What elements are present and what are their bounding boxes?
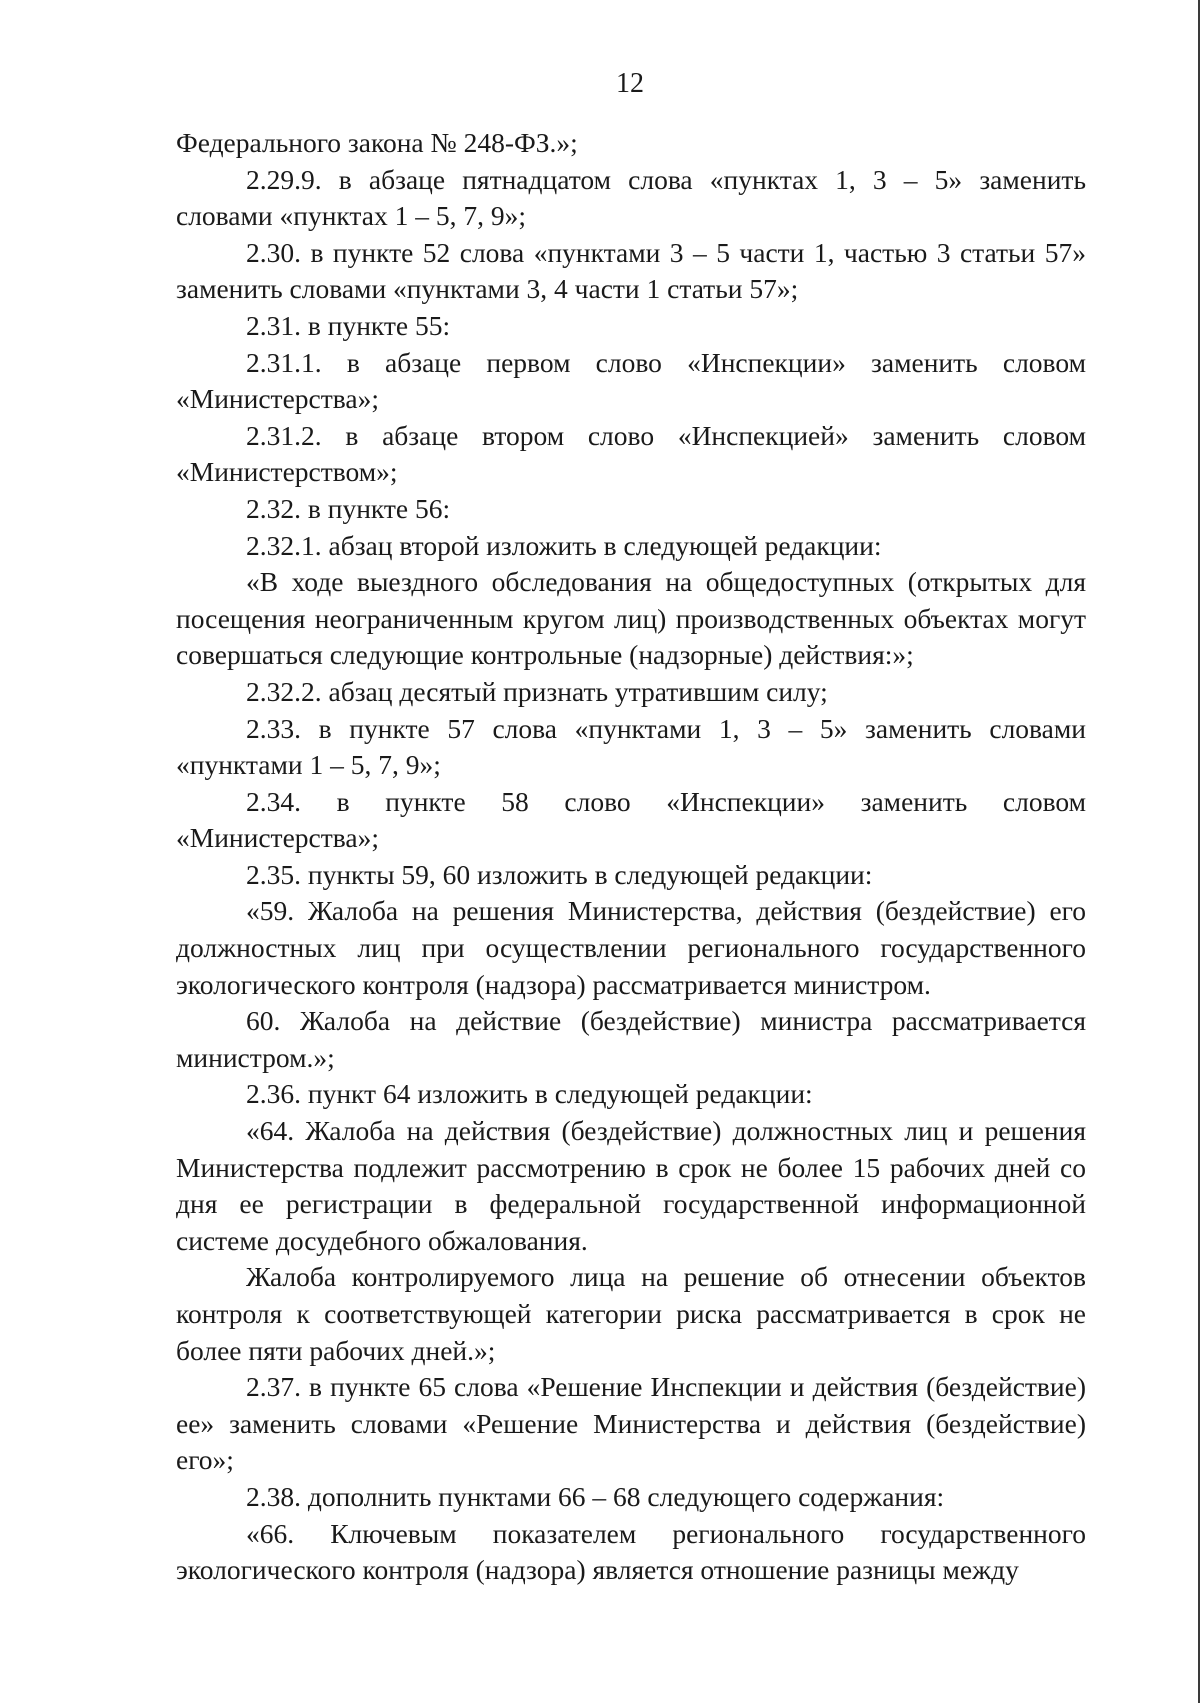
paragraph: Федерального закона № 248-ФЗ.»; — [176, 127, 578, 158]
paragraph: «В ходе выездного обследования на общедоступных (открытых для посещения неограниченным кругом лиц) производственных объектах могут совершаться следующие контрольные (надзорные) действия:»; — [176, 566, 1086, 671]
paragraph: 2.31.2. в абзаце втором слово «Инспекцией» заменить словом «Министерством»; — [176, 419, 1086, 488]
paragraph: 2.30. в пункте 52 слова «пунктами 3 – 5 части 1, частью 3 статьи 57» заменить словами «пунктами 3, 4 части 1 статьи 57»; — [176, 236, 1086, 305]
paragraph: 2.32. в пункте 56: — [246, 492, 451, 524]
document-body — [176, 125, 1086, 1589]
paragraph: «64. Жалоба на действия (бездействие) должностных лиц и решения Министерства подлежит рассмотрению в срок не более 15 рабочих дней со дня ее регистрации в федеральной государственной информационной системе досудебного обжалования. — [176, 1115, 1086, 1256]
paragraph: 2.33. в пункте 57 слова «пунктами 1, 3 – 5» заменить словами «пунктами 1 – 5, 7, 9»; — [176, 712, 1086, 781]
paragraph: Жалоба контролируемого лица на решение об отнесении объектов контроля к соответствующей категории риска рассматривается в срок не более пяти рабочих дней.»; — [176, 1261, 1086, 1366]
paragraph: 2.32.2. абзац десятый признать утратившим силу; — [246, 675, 828, 707]
page-number: 12 — [616, 68, 644, 99]
paragraph: 2.36. пункт 64 изложить в следующей редакции: — [246, 1078, 813, 1110]
paragraph: 2.35. пункты 59, 60 изложить в следующей редакции: — [246, 858, 873, 890]
paragraph: 60. Жалоба на действие (бездействие) министра рассматривается министром.»; — [176, 1005, 1086, 1073]
paragraph: «66. Ключевым показателем регионального государственного экологического контроля (надзора) является отношение разницы между — [176, 1517, 1086, 1586]
paragraph: 2.29.9. в абзаце пятнадцатом слова «пунктах 1, 3 – 5» заменить словами «пунктах 1 – 5, 7, 9»; — [176, 163, 1086, 232]
paragraph: 2.31. в пункте 55: — [246, 309, 451, 341]
paragraph: 2.37. в пункте 65 слова «Решение Инспекции и действия (бездействие) ее» заменить словами «Решение Министерства и действия (бездействие) его»; — [176, 1371, 1086, 1476]
paragraph: 2.31.1. в абзаце первом слово «Инспекции» заменить словом «Министерства»; — [176, 346, 1086, 415]
paragraph: «59. Жалоба на решения Министерства, действия (бездействие) его должностных лиц при осуществлении регионального государственного экологического контроля (надзора) рассматривается министром. — [176, 895, 1086, 1000]
paragraph: 2.34. в пункте 58 слово «Инспекции» заменить словом «Министерства»; — [176, 785, 1086, 854]
paragraph: 2.38. дополнить пунктами 66 – 68 следующего содержания: — [246, 1480, 945, 1512]
paragraph: 2.32.1. абзац второй изложить в следующей редакции: — [246, 529, 882, 561]
